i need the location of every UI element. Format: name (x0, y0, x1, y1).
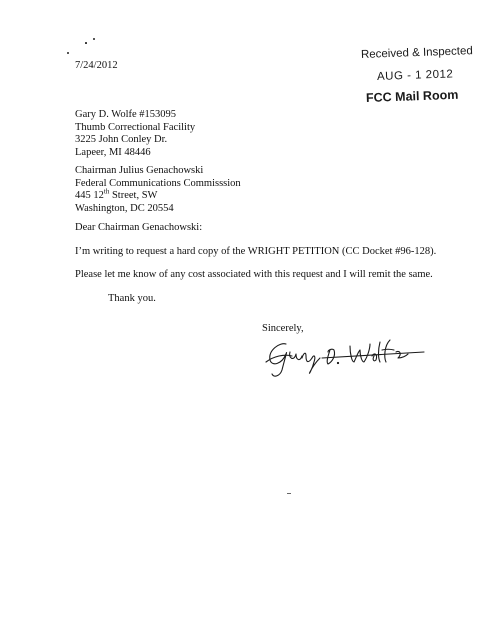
letter-date: 7/24/2012 (75, 60, 118, 71)
speck-mark (85, 42, 87, 44)
body-paragraph: Please let me know of any cost associated with this request and I will remit the same. (75, 269, 433, 280)
received-stamp-line: Received & Inspected (360, 45, 474, 61)
speck-mark (67, 52, 69, 54)
sender-name: Gary D. Wolfe #153095 (75, 109, 177, 120)
signature (262, 332, 427, 380)
recipient-street: 445 12th Street, SW (75, 187, 158, 202)
sender-facility: Thumb Correctional Facility (75, 121, 196, 133)
speck-mark (93, 38, 95, 40)
salutation: Dear Chairman Genachowski: (75, 222, 203, 233)
thanks-line: Thank you. (108, 293, 156, 304)
body-paragraph: I’m writing to request a hard copy of the WRIGHT PETITION (CC Docket #96-128). (75, 246, 437, 257)
recipient-address (75, 165, 241, 215)
recipient-name: Chairman Julius Genachowski (75, 165, 204, 176)
sender-address (75, 109, 195, 159)
received-stamp-date: AUG - 1 2012 (376, 68, 454, 83)
stray-mark (287, 493, 291, 494)
recipient-org: Federal Communications Commisssion (75, 177, 241, 189)
received-stamp-office: FCC Mail Room (365, 87, 459, 105)
sender-city: Lapeer, MI 48446 (75, 146, 151, 158)
recipient-city: Washington, DC 20554 (75, 202, 174, 214)
sender-street: 3225 John Conley Dr. (75, 134, 168, 146)
closing: Sincerely, (262, 323, 304, 334)
